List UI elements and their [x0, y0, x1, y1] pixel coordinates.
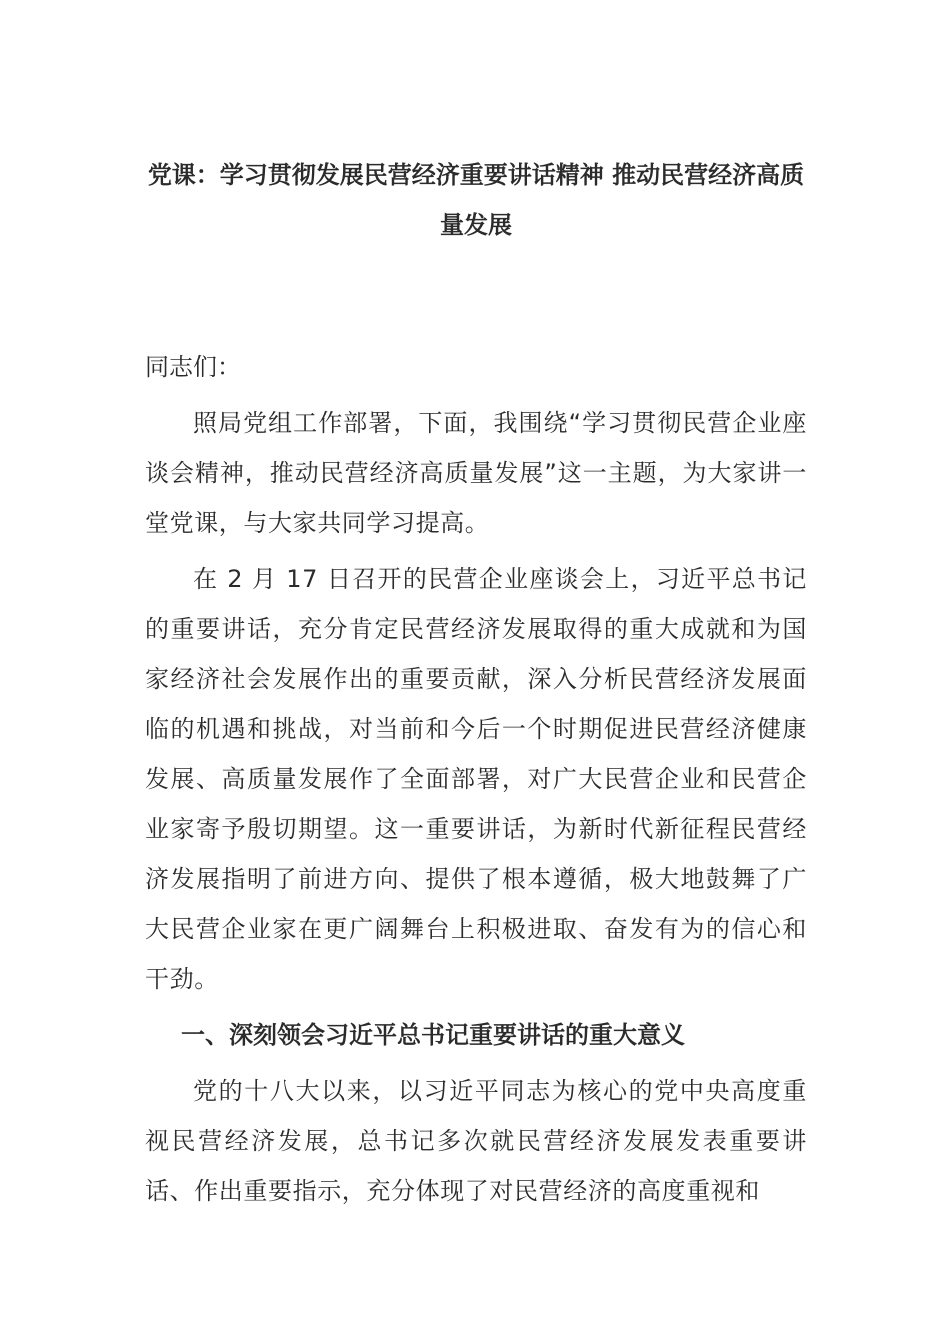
- section-heading: 一、深刻领会习近平总书记重要讲话的重大意义: [181, 1021, 685, 1049]
- paragraph-section-one: 党的十八大以来，以习近平同志为核心的党中央高度重视民营经济发展，总书记多次就民营经济发展发表重要讲话、作出重要指示，充分体现了对民营经济的高度重视和: [145, 1077, 807, 1205]
- salutation: 同志们：: [145, 353, 241, 381]
- document-body: [145, 150, 807, 1216]
- paragraph-intro: 照局党组工作部署，下面，我围绕“学习贯彻民营企业座谈会精神，推动民营经济高质量发展”这一主题，为大家讲一堂党课，与大家共同学习提高。: [145, 409, 807, 537]
- paragraph-symposium: 在 2 月 17 日召开的民营企业座谈会上，习近平总书记的重要讲话，充分肯定民营经济发展取得的重大成就和为国家经济社会发展作出的重要贡献，深入分析民营经济发展面临的机遇和挑战，对当前和今后一个时期促进民营经济健康发展、高质量发展作了全面部署，对广大民营企业和民营企业家寄予殷切期望。这一重要讲话，为新时代新征程民营经济发展指明了前进方向、提供了根本遵循，极大地鼓舞了广大民营企业家在更广阔舞台上积极进取、奋发有为的信心和干劲。: [145, 565, 807, 993]
- document-title: 党课：学习贯彻发展民营经济重要讲话精神 推动民营经济高质量发展: [147, 161, 805, 239]
